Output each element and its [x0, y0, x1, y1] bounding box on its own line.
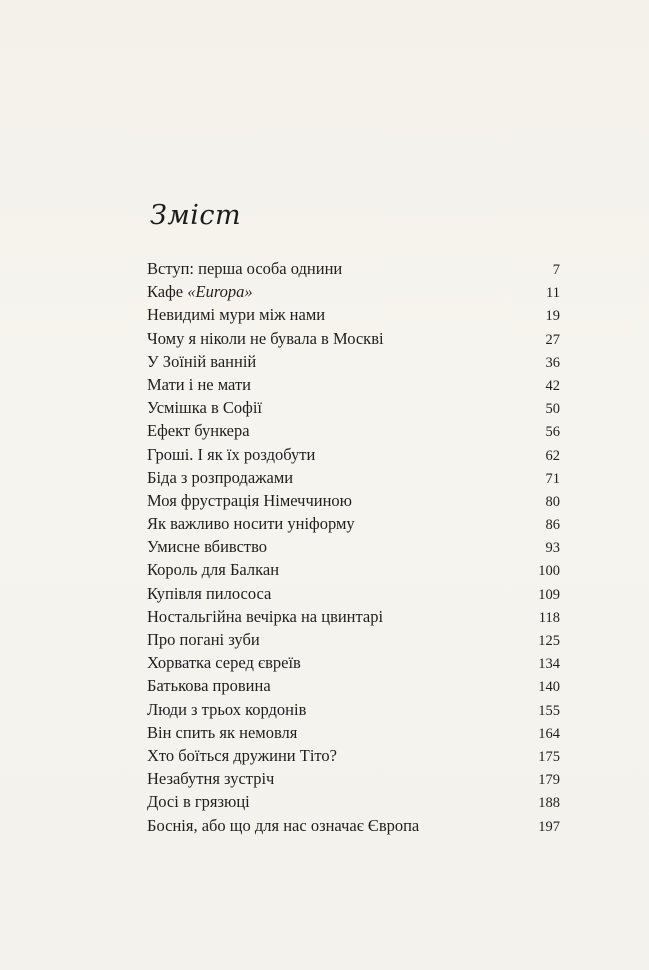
toc-entry-title: Хорватка серед євреїв [147, 653, 301, 673]
toc-entry-page: 71 [545, 470, 560, 487]
toc-entry [147, 491, 560, 514]
toc-entry-title: Усмішка в Софії [147, 398, 263, 418]
toc-entry-page: 188 [538, 795, 560, 812]
toc-entry-page: 175 [538, 748, 560, 765]
toc-entry-title: Боснія, або що для нас означає Європа [147, 815, 420, 835]
toc-entry-page: 19 [545, 308, 560, 325]
toc-entry-page: 80 [545, 493, 560, 510]
toc-entry [147, 676, 560, 699]
toc-entry-page: 42 [545, 377, 560, 394]
toc-entry-page: 100 [538, 563, 560, 580]
toc-entry-page: 118 [538, 609, 560, 626]
toc-entry-page: 125 [538, 633, 560, 649]
toc-entry-page: 86 [545, 517, 560, 534]
toc-entry-page: 56 [545, 424, 560, 441]
toc-entry [147, 259, 560, 282]
toc-entry-title: Люди з трьох кордонів [147, 699, 307, 719]
toc-entry-page: 27 [545, 331, 560, 348]
toc-entry [147, 375, 560, 398]
toc-entry-title: Він спить як немовля [147, 722, 298, 742]
toc-entry-title: Ефект бункера [147, 421, 250, 441]
toc-entry [147, 445, 560, 468]
toc-entry-title: Гроші. І як їх роздобути [147, 444, 316, 464]
toc-entry-page: 134 [538, 656, 560, 673]
toc-entry-page: 109 [538, 586, 560, 603]
toc-entry [147, 584, 560, 607]
toc-entry [147, 514, 560, 537]
toc-entry-title: Вступ: перша особа однини [147, 259, 343, 278]
toc-entry-title: Чому я ніколи не бувала в Москві [147, 328, 384, 348]
toc-entry-title: Незабутня зустріч [147, 769, 275, 789]
toc-entry-title: Досі в грязюці [147, 792, 250, 812]
toc-entry [147, 421, 560, 444]
toc-entry [147, 792, 560, 815]
toc-entry [147, 769, 560, 792]
toc-entry-page: 155 [538, 702, 560, 719]
toc-entry-page: 7 [552, 262, 560, 278]
toc-entry [147, 305, 560, 328]
toc-entry [147, 700, 560, 723]
toc-entry-title: Мати і не мати [147, 374, 251, 394]
toc-entry-page: 197 [538, 818, 560, 835]
toc-entry [147, 468, 560, 491]
toc-entry-title: У Зоїній ванній [147, 351, 257, 371]
toc-entry-title: Ностальгійна вечірка на цвинтарі [147, 606, 384, 626]
toc-entry [147, 630, 560, 653]
toc-entry [147, 282, 560, 305]
toc-entry-page: 164 [538, 725, 560, 742]
toc-entry [147, 537, 560, 560]
toc-entry-title: Купівля пилососа [147, 583, 272, 603]
toc-entry-title: Невидимі мури між нами [147, 305, 326, 325]
toc-entry-title-prefix: Кафе [147, 282, 188, 302]
toc-entry-title: Батькова провина [147, 676, 271, 696]
table-of-contents [147, 259, 560, 839]
toc-entry-page: 50 [545, 401, 560, 418]
toc-entry [147, 607, 560, 630]
toc-entry-page: 140 [538, 679, 560, 696]
toc-entry [147, 723, 560, 746]
toc-entry [147, 653, 560, 676]
toc-entry-title: Хто боїться дружини Тіто? [147, 745, 337, 765]
toc-entry-title-italic: «Europa» [187, 282, 253, 302]
toc-entry-title: Умисне вбивство [147, 537, 268, 557]
toc-entry-title: Про погані зуби [147, 630, 260, 649]
toc-entry-title: Моя фрустрація Німеччиною [147, 490, 353, 510]
toc-entry [147, 329, 560, 352]
toc-entry [147, 398, 560, 421]
toc-entry [147, 746, 560, 769]
page-title: Зміст [150, 200, 242, 231]
toc-entry [147, 352, 560, 375]
toc-entry-page: 179 [538, 772, 560, 789]
toc-entry [147, 560, 560, 583]
toc-entry-title [147, 282, 526, 302]
toc-entry-page: 93 [545, 540, 560, 557]
toc-entry-page: 11 [546, 285, 560, 302]
toc-entry-title: Король для Балкан [147, 560, 280, 580]
toc-entry-page: 36 [545, 354, 560, 371]
toc-entry [147, 816, 560, 839]
toc-entry-title: Біда з розпродажами [147, 467, 294, 487]
toc-entry-page: 62 [545, 447, 560, 464]
toc-entry-title: Як важливо носити уніформу [147, 514, 355, 534]
